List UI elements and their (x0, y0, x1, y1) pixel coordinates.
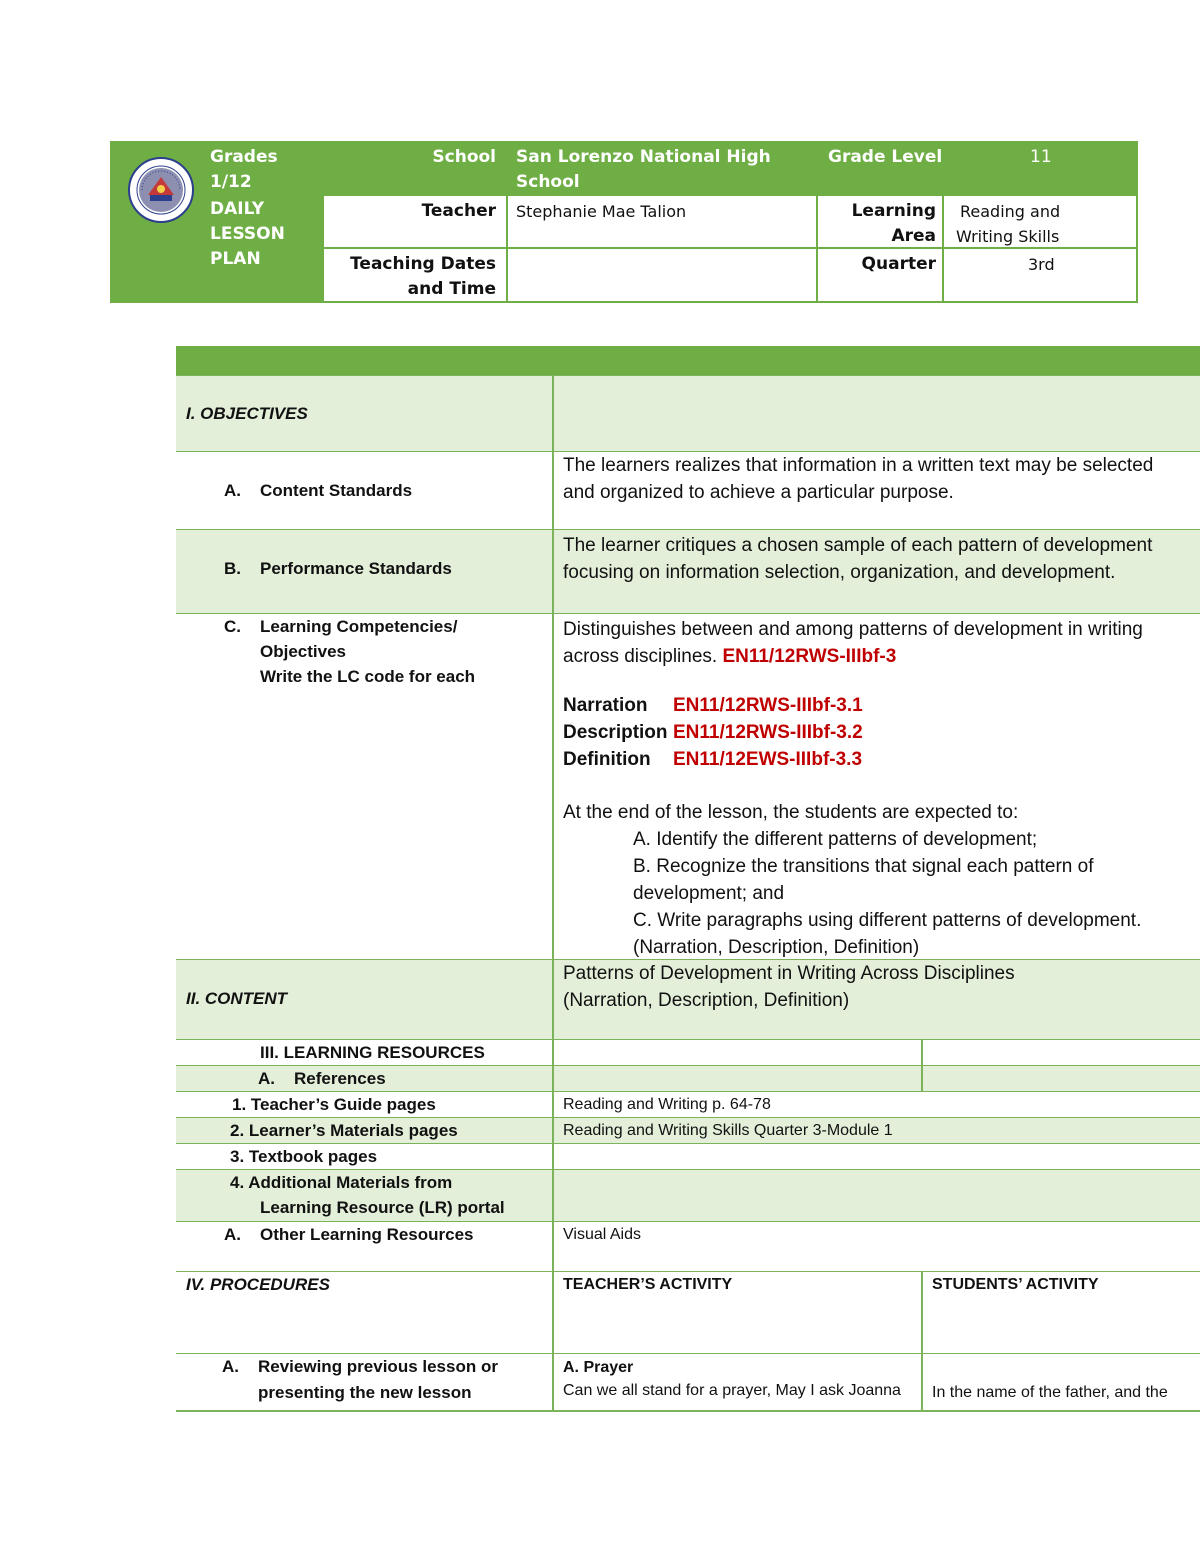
performance-standards-value (563, 532, 1193, 586)
competencies-value (563, 616, 1193, 961)
dates-label-line: Teaching Dates (350, 254, 496, 274)
objectives-heading: I. OBJECTIVES (186, 404, 308, 423)
reviewing-letter: A. (222, 1357, 239, 1376)
performance-standards-text: Performance Standards (260, 559, 452, 578)
teacher-activity-header: TEACHER’S ACTIVITY (563, 1276, 733, 1293)
dates-label-line: and Time (407, 279, 496, 299)
resource-row (176, 1143, 1200, 1169)
header-table (110, 141, 1138, 303)
learning-area-value (956, 199, 1126, 249)
other-resources-row (176, 1221, 1200, 1271)
competency-item: B. Recognize the transitions that signal each pattern of (633, 856, 1094, 877)
procedures-heading: IV. PROCEDURES (186, 1275, 330, 1294)
title-line: Grades (210, 147, 278, 167)
competencies-letter: C. (224, 617, 241, 636)
reviewing-label-line: presenting the new lesson (258, 1383, 472, 1402)
additional-materials-label (230, 1170, 505, 1220)
plan-title (210, 145, 310, 272)
text-line: (Narration, Description, Definition) (563, 990, 850, 1011)
competency-code: EN11/12EWS-IIIbf-3.3 (673, 749, 863, 770)
performance-standards-row (176, 529, 1200, 613)
learning-area-label-line: Learning (851, 201, 936, 221)
competency-item: development; and (633, 883, 785, 904)
content-standards-text: Content Standards (260, 481, 413, 500)
competencies-label-line: Objectives (260, 642, 346, 661)
content-standards-letter: A. (224, 481, 241, 500)
content-standards-value (563, 452, 1193, 506)
prayer-title: A. Prayer (563, 1359, 634, 1376)
quarter-value: 3rd (1028, 255, 1055, 274)
competencies-label-line: Learning Competencies/ (260, 617, 458, 636)
title-line: DAILY (210, 199, 265, 219)
resource-label: 1. Teacher’s Guide pages (232, 1095, 436, 1114)
other-resources-label (224, 1222, 474, 1248)
text-line: and organized to achieve a particular purpose. (563, 482, 954, 503)
objectives-row (176, 375, 1200, 451)
grade-level-value: 11 (1030, 147, 1052, 167)
resource-value: Reading and Writing p. 64-78 (563, 1096, 771, 1113)
additional-label-line: Learning Resource (LR) portal (260, 1198, 505, 1217)
school-value-line: School (516, 172, 580, 192)
competency-item: C. Write paragraphs using different patterns of development. (633, 910, 1142, 931)
resource-label: 3. Textbook pages (230, 1147, 378, 1166)
content-heading: II. CONTENT (186, 989, 288, 1008)
school-label: School (432, 147, 496, 167)
student-response-text: In the name of the father, and the (932, 1384, 1168, 1401)
other-resources-text: Other Learning Resources (260, 1225, 474, 1244)
resources-heading-row (176, 1039, 1200, 1065)
performance-standards-label (224, 556, 452, 582)
competencies-label (224, 614, 544, 689)
performance-standards-letter: B. (224, 559, 241, 578)
competency-intro: Distinguishes between and among patterns of development in writing (563, 619, 1143, 640)
content-value (563, 960, 1193, 1014)
dates-label (330, 252, 496, 302)
table-bottom-border (176, 1410, 1200, 1412)
competency-term: Definition (563, 749, 651, 770)
competencies-row (176, 613, 1200, 959)
additional-materials-row (176, 1169, 1200, 1221)
reviewing-row (176, 1353, 1200, 1410)
title-line: 1/12 (210, 172, 252, 192)
references-label (258, 1066, 386, 1092)
learning-area-value-line: Writing Skills (956, 227, 1060, 246)
text-line: The learners realizes that information in a written text may be selected (563, 455, 1154, 476)
resource-row (176, 1091, 1200, 1117)
competency-main-code: EN11/12RWS-IIIbf-3 (722, 646, 897, 667)
reviewing-label-line: Reviewing previous lesson or (258, 1357, 498, 1376)
resource-value: Reading and Writing Skills Quarter 3-Module 1 (563, 1122, 893, 1139)
content-standards-label (224, 478, 412, 504)
content-row (176, 959, 1200, 1039)
procedures-row (176, 1271, 1200, 1353)
competency-code: EN11/12RWS-IIIbf-3.2 (673, 722, 863, 743)
competency-term: Description (563, 722, 668, 743)
resources-heading: III. LEARNING RESOURCES (260, 1043, 485, 1062)
quarter-label: Quarter (861, 254, 936, 274)
competencies-label-line: Write the LC code for each (260, 667, 476, 686)
competency-intro-cont: across disciplines. (563, 646, 718, 667)
school-value (516, 145, 806, 195)
references-text: References (294, 1069, 386, 1088)
competency-expectation: At the end of the lesson, the students are expected to: (563, 802, 1019, 823)
competency-item: (Narration, Description, Definition) (633, 937, 920, 958)
text-line: The learner critiques a chosen sample of each pattern of development (563, 535, 1153, 556)
competency-code: EN11/12RWS-IIIbf-3.1 (673, 695, 863, 716)
other-resources-letter: A. (224, 1225, 241, 1244)
other-resources-value: Visual Aids (563, 1226, 641, 1243)
prayer-cell (563, 1356, 913, 1402)
content-standards-row (176, 451, 1200, 529)
text-line: Patterns of Development in Writing Across Disciplines (563, 963, 1015, 984)
title-line: LESSON (210, 224, 285, 244)
student-activity-header: STUDENTS’ ACTIVITY (932, 1276, 1099, 1293)
school-value-line: San Lorenzo National High (516, 147, 771, 167)
title-line: PLAN (210, 249, 261, 269)
resource-label: 2. Learner’s Materials pages (230, 1121, 458, 1140)
grade-level-label: Grade Level (828, 147, 943, 167)
competency-item: A. Identify the different patterns of development; (633, 829, 1038, 850)
text-line: focusing on information selection, organization, and development. (563, 562, 1116, 583)
deped-seal-icon (128, 157, 194, 223)
competency-term: Narration (563, 695, 648, 716)
teacher-label: Teacher (421, 201, 496, 221)
learning-area-label (822, 199, 936, 249)
references-letter: A. (258, 1069, 275, 1088)
teacher-value: Stephanie Mae Talion (516, 202, 687, 221)
references-row (176, 1065, 1200, 1091)
prayer-text: Can we all stand for a prayer, May I ask Joanna (563, 1382, 901, 1399)
resource-row (176, 1117, 1200, 1143)
table-top-bar (176, 346, 1200, 375)
dates-value-cell (508, 249, 816, 301)
learning-area-value-line: Reading and (960, 202, 1061, 221)
learning-area-label-line: Area (891, 226, 936, 246)
reviewing-label (222, 1354, 498, 1406)
additional-label-line: 4. Additional Materials from (230, 1173, 453, 1192)
